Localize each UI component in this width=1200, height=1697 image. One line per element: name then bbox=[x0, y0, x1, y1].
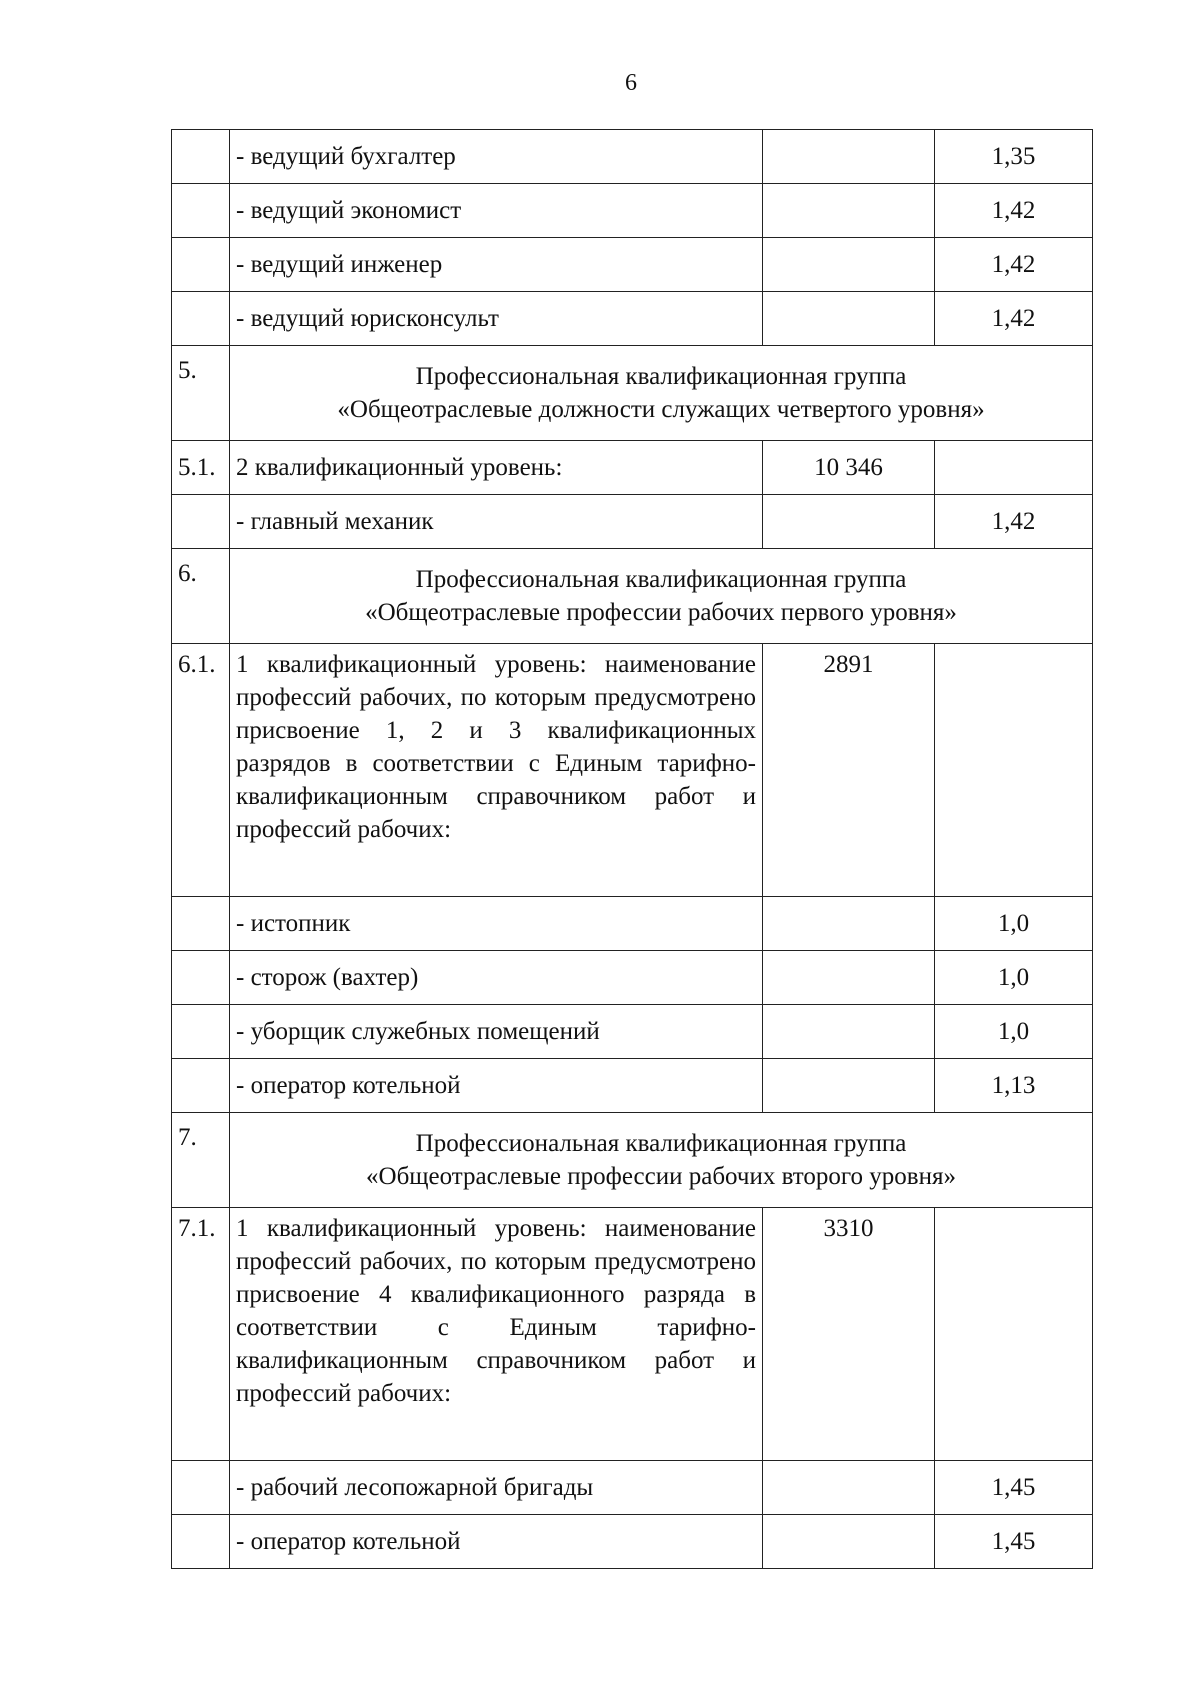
group-header-row bbox=[172, 1113, 1093, 1208]
group-title-line-1: Профессиональная квалификационная группа bbox=[415, 363, 907, 390]
row-number: 6.1. bbox=[172, 644, 230, 897]
salary-value: 2891 bbox=[763, 644, 935, 897]
salary-value bbox=[763, 495, 935, 549]
coefficient-value: 1,42 bbox=[935, 292, 1093, 346]
coefficient-value: 1,0 bbox=[935, 1005, 1093, 1059]
group-title-line-2: «Общеотраслевые должности служащих четвертого уровня» bbox=[337, 396, 985, 423]
salary-value bbox=[763, 130, 935, 184]
level-row bbox=[172, 1208, 1093, 1461]
salary-value bbox=[763, 184, 935, 238]
position-name: - ведущий юрисконсульт bbox=[230, 292, 763, 346]
level-description: 1 квалификационный уровень: наименование профессий рабочих, по которым предусмотрено присвоение 4 квалификационного разряда в соответствии с Единым тарифно-квалификационным справочником работ и профессий рабочих: bbox=[230, 1208, 763, 1461]
table-row bbox=[172, 238, 1093, 292]
position-name: - рабочий лесопожарной бригады bbox=[230, 1461, 763, 1515]
group-title-line-2: «Общеотраслевые профессии рабочих второго уровня» bbox=[366, 1163, 956, 1190]
coefficient-value bbox=[935, 644, 1093, 897]
level-name: 2 квалификационный уровень: bbox=[230, 441, 763, 495]
coefficient-value: 1,0 bbox=[935, 951, 1093, 1005]
group-title bbox=[230, 346, 1093, 441]
coefficient-value bbox=[935, 441, 1093, 495]
group-title-line-1: Профессиональная квалификационная группа bbox=[415, 1130, 907, 1157]
position-name: - сторож (вахтер) bbox=[230, 951, 763, 1005]
coefficient-value: 1,42 bbox=[935, 184, 1093, 238]
salary-value: 3310 bbox=[763, 1208, 935, 1461]
table-row bbox=[172, 1515, 1093, 1569]
row-number bbox=[172, 292, 230, 346]
position-name: - главный механик bbox=[230, 495, 763, 549]
position-name: - оператор котельной bbox=[230, 1515, 763, 1569]
table-row bbox=[172, 951, 1093, 1005]
coefficient-value: 1,35 bbox=[935, 130, 1093, 184]
table-row bbox=[172, 292, 1093, 346]
salary-value bbox=[763, 1059, 935, 1113]
row-number bbox=[172, 184, 230, 238]
salary-value bbox=[763, 292, 935, 346]
salary-value bbox=[763, 897, 935, 951]
coefficient-value: 1,42 bbox=[935, 495, 1093, 549]
row-number: 7.1. bbox=[172, 1208, 230, 1461]
table-row bbox=[172, 184, 1093, 238]
group-title-line-1: Профессиональная квалификационная группа bbox=[415, 566, 907, 593]
table-row bbox=[172, 1059, 1093, 1113]
group-number: 6. bbox=[172, 549, 230, 644]
table-row bbox=[172, 1005, 1093, 1059]
row-number bbox=[172, 1515, 230, 1569]
row-number bbox=[172, 897, 230, 951]
level-description: 1 квалификационный уровень: наименование профессий рабочих, по которым предусмотрено присвоение 1, 2 и 3 квалификационных разрядов в соответствии с Единым тарифно-квалификационным справочником работ и профессий рабочих: bbox=[230, 644, 763, 897]
row-number bbox=[172, 1059, 230, 1113]
row-number bbox=[172, 951, 230, 1005]
position-name: - ведущий экономист bbox=[230, 184, 763, 238]
row-number bbox=[172, 1461, 230, 1515]
coefficient-value: 1,13 bbox=[935, 1059, 1093, 1113]
table-row bbox=[172, 897, 1093, 951]
page-number: 6 bbox=[625, 70, 637, 96]
row-number: 5.1. bbox=[172, 441, 230, 495]
row-number bbox=[172, 1005, 230, 1059]
coefficient-value: 1,0 bbox=[935, 897, 1093, 951]
row-number bbox=[172, 130, 230, 184]
salary-value bbox=[763, 1005, 935, 1059]
group-number: 5. bbox=[172, 346, 230, 441]
position-name: - ведущий бухгалтер bbox=[230, 130, 763, 184]
qualification-table bbox=[171, 129, 1093, 1569]
salary-value bbox=[763, 951, 935, 1005]
table-row bbox=[172, 1461, 1093, 1515]
group-header-row bbox=[172, 346, 1093, 441]
row-number bbox=[172, 238, 230, 292]
position-name: - истопник bbox=[230, 897, 763, 951]
level-row bbox=[172, 441, 1093, 495]
position-name: - ведущий инженер bbox=[230, 238, 763, 292]
coefficient-value: 1,42 bbox=[935, 238, 1093, 292]
row-number bbox=[172, 495, 230, 549]
coefficient-value bbox=[935, 1208, 1093, 1461]
group-title bbox=[230, 1113, 1093, 1208]
salary-value bbox=[763, 238, 935, 292]
table-row bbox=[172, 495, 1093, 549]
group-title bbox=[230, 549, 1093, 644]
position-name: - уборщик служебных помещений bbox=[230, 1005, 763, 1059]
group-title-line-2: «Общеотраслевые профессии рабочих первого уровня» bbox=[365, 599, 957, 626]
position-name: - оператор котельной bbox=[230, 1059, 763, 1113]
group-header-row bbox=[172, 549, 1093, 644]
coefficient-value: 1,45 bbox=[935, 1515, 1093, 1569]
level-row bbox=[172, 644, 1093, 897]
table-row bbox=[172, 130, 1093, 184]
salary-value bbox=[763, 1515, 935, 1569]
salary-value: 10 346 bbox=[763, 441, 935, 495]
salary-value bbox=[763, 1461, 935, 1515]
group-number: 7. bbox=[172, 1113, 230, 1208]
coefficient-value: 1,45 bbox=[935, 1461, 1093, 1515]
